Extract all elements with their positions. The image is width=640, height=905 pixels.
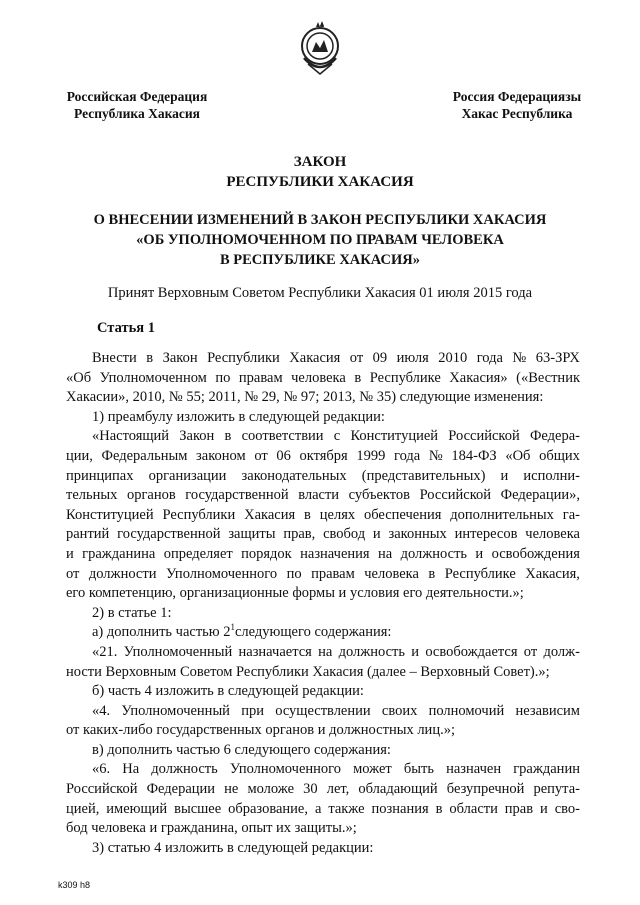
header-right — [432, 88, 602, 122]
word: в — [354, 369, 362, 386]
word: от — [66, 565, 80, 582]
superscript: 1 — [230, 622, 235, 633]
word: гражданина — [82, 545, 156, 562]
word: дополнительных — [450, 506, 554, 523]
word: от — [254, 447, 268, 464]
word: и — [411, 643, 420, 660]
word: года — [476, 350, 503, 366]
word: назначается — [238, 643, 312, 660]
text-line — [66, 525, 580, 545]
word: при — [241, 702, 264, 719]
text-line: в) дополнить частью 6 следующего содержания: — [92, 741, 391, 758]
word: может — [353, 761, 392, 778]
word: Закон — [179, 428, 215, 445]
header-right-line: Россия Федерациязы — [452, 89, 582, 104]
word: сво- — [554, 800, 580, 817]
word: субъектов — [348, 487, 410, 504]
word: с — [333, 428, 341, 445]
word: Конституцией — [350, 428, 439, 445]
word: законных — [388, 526, 447, 543]
khakassia-coat-of-arms-icon — [296, 18, 344, 78]
word: Уполномоченный — [123, 643, 233, 660]
word: Уполномоченного — [165, 565, 278, 582]
article-body — [66, 349, 580, 858]
word: прав, — [283, 526, 316, 543]
word: октября — [299, 447, 348, 464]
text-line: от каких-либо государственных органов и должностных лиц.»; — [66, 722, 455, 739]
text-line — [66, 447, 580, 467]
word: человека — [364, 565, 419, 582]
word: Уполномоченного — [229, 761, 341, 778]
text-line: ности Верховным Советом Республики Хакасия (далее – Верховный Совет).»; — [66, 663, 550, 680]
word: 06 — [276, 447, 291, 464]
word: законом — [196, 447, 246, 464]
article-heading: Статья 1 — [97, 320, 155, 336]
law-subject-line: В РЕСПУБЛИКЕ ХАКАСИЯ» — [219, 252, 420, 268]
word: На — [122, 761, 140, 778]
word: 184-ФЗ — [451, 447, 497, 464]
word: и — [475, 545, 484, 562]
word: законодательных — [241, 467, 347, 484]
word: в — [435, 800, 443, 817]
word: быть — [403, 761, 434, 778]
word: 09 — [372, 350, 388, 366]
law-title-line: ЗАКОН — [293, 154, 347, 170]
text-line — [66, 702, 580, 722]
word: государственной — [117, 526, 221, 543]
word: должность — [400, 545, 468, 562]
word: полномочий — [428, 702, 505, 719]
word: и — [66, 545, 74, 562]
word: порядок — [241, 545, 292, 562]
word: в — [304, 506, 311, 523]
word: лет, — [326, 781, 350, 798]
word: репута- — [533, 781, 580, 798]
word: осуществлении — [275, 702, 371, 719]
word: Хакасия — [289, 350, 341, 366]
word: безупречной — [446, 781, 525, 798]
word: определяет — [163, 545, 233, 562]
law-title — [0, 152, 640, 192]
word: тельных — [66, 487, 118, 504]
word: Конституцией — [66, 506, 154, 523]
text-line — [66, 369, 580, 389]
text-line — [66, 427, 580, 447]
word: и — [372, 526, 381, 543]
word: Российской — [448, 428, 520, 445]
word: «Об — [66, 369, 92, 386]
word: целях — [319, 506, 356, 523]
word: «6. — [92, 761, 111, 778]
word: от — [349, 350, 364, 366]
word: назначения — [300, 545, 370, 562]
word: не — [224, 781, 239, 798]
text-line: Хакасии», 2010, № 55; 2011, № 29, № 97; 2013, № 35) следующие изменения: — [66, 389, 544, 406]
header-right-line: Хакас Республика — [461, 106, 573, 121]
word: Республики — [162, 506, 236, 523]
word: должность — [338, 643, 406, 660]
text-line: 1) преамбулу изложить в следующей редакции: — [92, 408, 385, 425]
word: назначен — [446, 761, 502, 778]
header-left-line: Российская Федерация — [66, 89, 208, 104]
word: № — [428, 447, 443, 464]
word: гражданин — [513, 761, 580, 778]
word: 63-ЗРХ — [535, 350, 580, 366]
word: познания — [371, 800, 429, 817]
word: власти — [298, 487, 340, 504]
word: обеспечения — [364, 506, 442, 523]
law-title-line: РЕСПУБЛИКИ ХАКАСИЯ — [226, 174, 414, 190]
word: органов — [126, 487, 176, 504]
adoption-line: Принят Верховным Советом Республики Хакасия 01 июля 2015 года — [107, 285, 533, 301]
text-line — [66, 545, 580, 565]
word: га- — [562, 506, 580, 523]
word: Хакасия — [244, 506, 296, 523]
word: от — [523, 643, 538, 660]
word: своих — [381, 702, 418, 719]
law-subject-line: О ВНЕСЕНИИ ИЗМЕНЕНИЙ В ЗАКОН РЕСПУБЛИКИ ХАКАСИЯ — [93, 212, 547, 228]
text-line — [66, 565, 580, 585]
word: Хакасия, — [525, 565, 580, 582]
word: Российской — [66, 781, 138, 798]
word: освобождения — [491, 545, 580, 562]
text-line — [66, 643, 580, 663]
word: области — [449, 800, 498, 817]
word: а — [314, 800, 322, 817]
header-left-line: Республика Хакасия — [74, 106, 200, 121]
word: должности — [88, 565, 157, 582]
word: на — [318, 643, 333, 660]
word: Федерации — [146, 781, 216, 798]
text-line — [66, 506, 580, 526]
word: «4. — [92, 702, 111, 719]
word: имеющий — [106, 800, 168, 817]
word: ции, — [66, 447, 93, 464]
word: организации — [148, 467, 227, 484]
word: правам — [311, 565, 355, 582]
word: человека — [525, 526, 580, 543]
word: образование, — [228, 800, 308, 817]
word: в — [428, 565, 436, 582]
word: Внести — [92, 350, 137, 366]
word: в — [146, 350, 154, 366]
text-line: его компетенцию, организационные формы и условия его деятельности.»; — [66, 585, 524, 602]
word: моложе — [247, 781, 295, 798]
word: «Об — [505, 447, 531, 464]
word: № — [512, 350, 527, 366]
text-line: 2) в статье 1: — [92, 604, 172, 621]
word: защиты — [228, 526, 276, 543]
text-line — [66, 467, 580, 487]
word: Закон — [162, 350, 198, 366]
law-subject — [0, 210, 640, 270]
word: человека — [291, 369, 346, 386]
word: Уполномоченном — [99, 369, 207, 386]
word: рантий — [66, 526, 110, 543]
word: «21. — [92, 643, 118, 660]
word: Уполномоченный — [121, 702, 230, 719]
word: Федеральным — [101, 447, 188, 464]
word: цией, — [66, 800, 100, 817]
text-line — [66, 486, 580, 506]
word: Хакасия» — [449, 369, 508, 386]
word: Республике — [369, 369, 441, 386]
word: также — [328, 800, 365, 817]
word: года — [394, 447, 421, 464]
text-line: бод человека и гражданина, опыт их защиты.»; — [66, 820, 357, 837]
word: Республики — [207, 350, 280, 366]
word: Российской — [419, 487, 492, 504]
word: по — [215, 369, 231, 386]
word: и — [540, 800, 548, 817]
word: (представительных) — [361, 467, 486, 484]
word: «Настоящий — [92, 428, 170, 445]
word: свобод — [323, 526, 366, 543]
word: и — [500, 467, 509, 484]
word: в — [224, 428, 232, 445]
word: освобождается — [425, 643, 518, 660]
word: Федера- — [529, 428, 580, 445]
header-left — [58, 88, 216, 122]
word: правам — [238, 369, 283, 386]
word: интересов — [454, 526, 518, 543]
word: 30 — [303, 781, 318, 798]
word: Республике — [444, 565, 516, 582]
word: обладающий — [358, 781, 438, 798]
word: по — [286, 565, 302, 582]
word: общих — [539, 447, 580, 464]
word: соответствии — [241, 428, 324, 445]
law-subject-line: «ОБ УПОЛНОМОЧЕННОМ ПО ПРАВАМ ЧЕЛОВЕКА — [136, 232, 504, 248]
footer-code: k309 h8 — [58, 880, 91, 890]
word: 2010 — [438, 350, 468, 366]
word: высшее — [174, 800, 222, 817]
word: июля — [396, 350, 429, 366]
text-line — [66, 349, 580, 369]
text-line — [66, 800, 580, 820]
word: 1999 — [356, 447, 386, 464]
word: долж- — [543, 643, 580, 660]
word: принципах — [66, 467, 134, 484]
text-line — [66, 760, 580, 780]
word: государственной — [185, 487, 289, 504]
word: независим — [515, 702, 580, 719]
word: на — [377, 545, 393, 562]
word: прав — [504, 800, 534, 817]
text-line: а) дополнить частью $2^1следующего$ содержания: — [92, 622, 392, 641]
word: должность — [151, 761, 218, 778]
text-line: 3) статью 4 изложить в следующей редакции: — [92, 839, 374, 856]
word: исполни- — [523, 467, 580, 484]
word: Федерации», — [500, 487, 580, 504]
text-line — [66, 780, 580, 800]
word: («Вестник — [516, 369, 580, 386]
text-line: б) часть 4 изложить в следующей редакции: — [92, 683, 364, 700]
